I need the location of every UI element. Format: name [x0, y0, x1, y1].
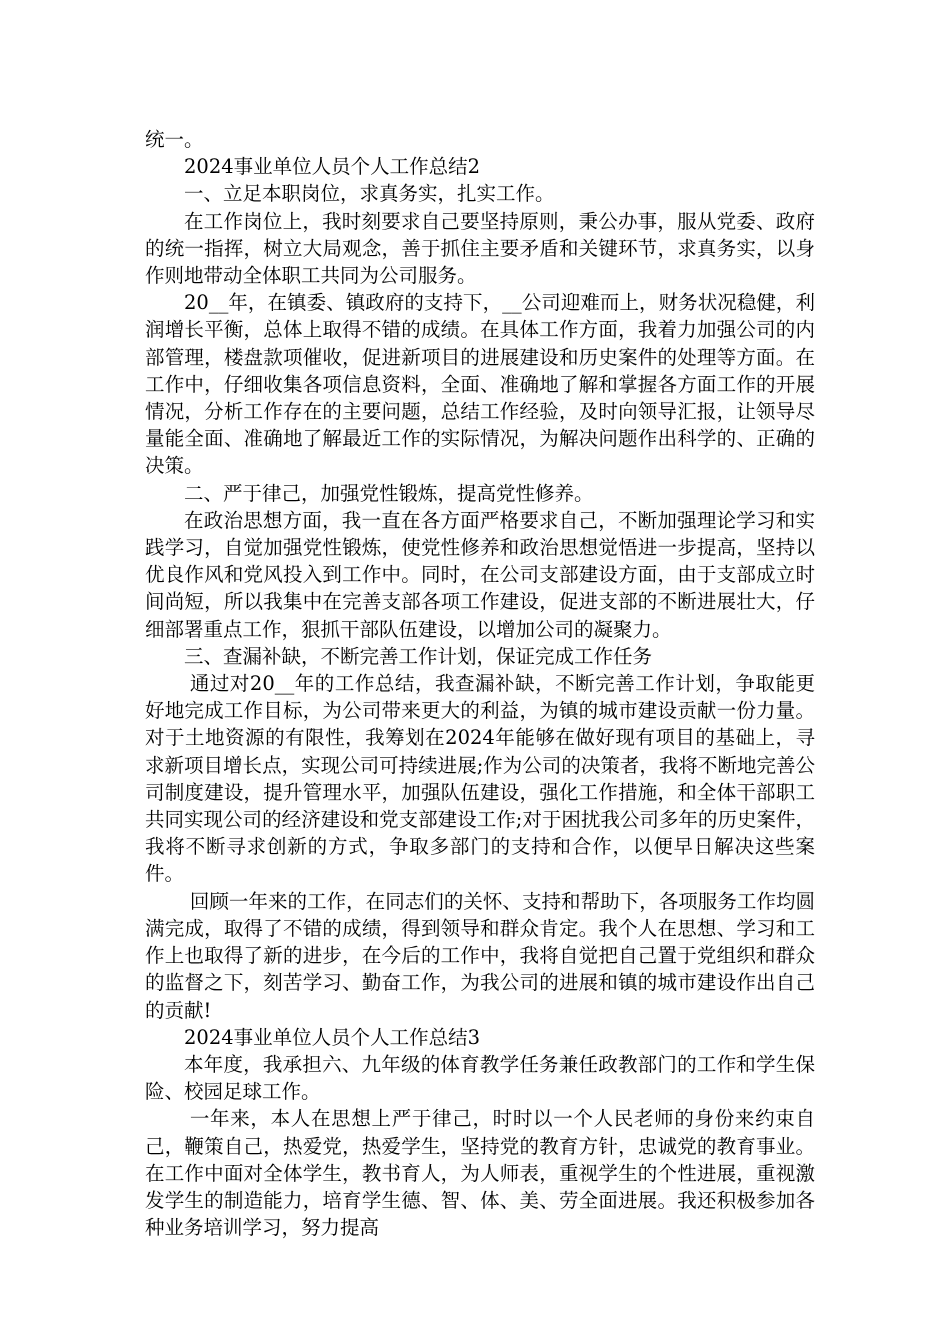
document-page — [145, 126, 815, 1241]
section-title-2: 2024事业单位人员个人工作总结2 — [184, 155, 481, 179]
heading-two: 二、严于律己，加强党性锻炼，提高党性修养。 — [184, 481, 594, 505]
paragraph: 20__年，在镇委、镇政府的支持下，__公司迎难而上，财务状况稳健，利润增长平衡，总体上取得不错的成绩。在具体工作方面，我着力加强公司的内部管理，楼盘款项催收，促进新项目的进展建设和历史案件的处理等方面。在工作中，仔细收集各项信息资料，全面、准确地了解和掌握各方面工作的开展情况，分析工作存在的主要问题，总结工作经验，及时向领导汇报，让领导尽量能全面、准确地了解最近工作的实际情况，为解决问题作出科学的、正确的决策。 — [145, 291, 815, 478]
section-title-3: 2024事业单位人员个人工作总结3 — [184, 1025, 481, 1049]
heading-one: 一、立足本职岗位，求真务实，扎实工作。 — [184, 182, 555, 206]
heading-three: 三、查漏补缺，不断完善工作计划，保证完成工作任务 — [184, 644, 653, 668]
paragraph: 回顾一年来的工作，在同志们的关怀、支持和帮助下，各项服务工作均圆满完成，取得了不错的成绩，得到领导和群众肯定。我个人在思想、学习和工作上也取得了新的进步，在今后的工作中，我将自觉把自己置于党组织和群众的监督之下，刻苦学习、勤奋工作，为我公司的进展和镇的城市建设作出自己的贡献! — [145, 889, 815, 1022]
paragraph: 在政治思想方面，我一直在各方面严格要求自己，不断加强理论学习和实践学习，自觉加强党性锻炼，使党性修养和政治思想觉悟进一步提高，坚持以优良作风和党风投入到工作中。同时，在公司支部建设方面，由于支部成立时间尚短，所以我集中在完善支部各项工作建设，促进支部的不断进展壮大，仔细部署重点工作，狠抓干部队伍建设，以增加公司的凝聚力。 — [145, 508, 815, 641]
paragraph: 在工作岗位上，我时刻要求自己要坚持原则，秉公办事，服从党委、政府的统一指挥，树立大局观念，善于抓住主要矛盾和关键环节，求真务实，以身作则地带动全体职工共同为公司服务。 — [145, 209, 815, 288]
paragraph-continuation: 统一。 — [145, 128, 204, 151]
paragraph: 一年来，本人在思想上严于律己，时时以一个人民老师的身份来约束自己，鞭策自己，热爱党，热爱学生，坚持党的教育方针，忠诚党的教育事业。在工作中面对全体学生，教书育人，为人师表，重视学生的个性进展，重视激发学生的制造能力，培育学生德、智、体、美、劳全面进展。我还积极参加各种业务培训学习，努力提高 — [145, 1107, 815, 1240]
paragraph: 通过对20__年的工作总结，我查漏补缺，不断完善工作计划，争取能更好地完成工作目标，为公司带来更大的利益，为镇的城市建设贡献一份力量。对于土地资源的有限性，我筹划在2024年能够在做好现有项目的基础上，寻求新项目增长点，实现公司可持续进展;作为公司的决策者，我将不断地完善公司制度建设，提升管理水平，加强队伍建设，强化工作措施，和全体干部职工共同实现公司的经济建设和党支部建设工作;对于困扰我公司多年的历史案件，我将不断寻求创新的方式，争取多部门的支持和合作，以便早日解决这些案件。 — [145, 672, 815, 886]
paragraph: 本年度，我承担六、九年级的体育教学任务兼任政教部门的工作和学生保险、校园足球工作。 — [145, 1052, 815, 1104]
